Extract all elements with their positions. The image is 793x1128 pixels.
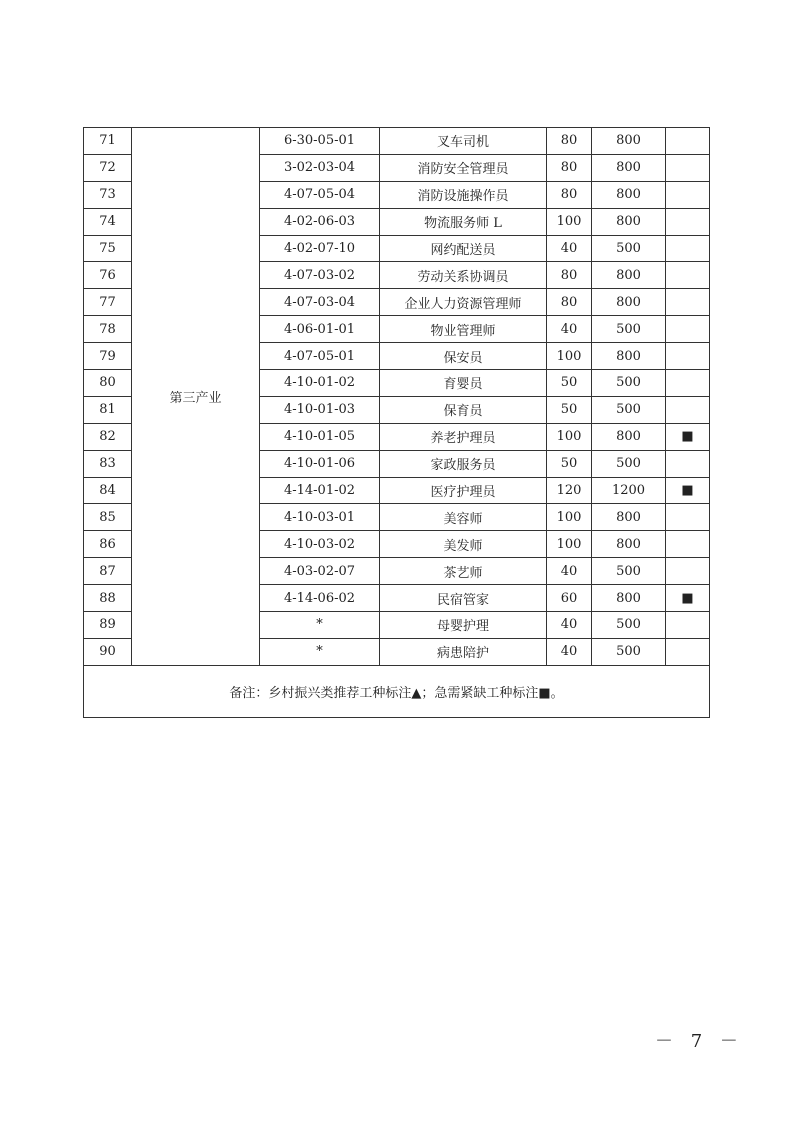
occupation-code: 4-07-05-01	[260, 343, 380, 370]
occupation-name: 病患陪护	[380, 638, 547, 665]
row-number: 71	[84, 128, 132, 155]
note-row	[84, 665, 710, 717]
training-hours: 80	[547, 289, 592, 316]
row-number: 81	[84, 396, 132, 423]
training-hours: 100	[547, 343, 592, 370]
occupation-code: 4-14-06-02	[260, 585, 380, 612]
row-number: 75	[84, 235, 132, 262]
training-hours: 40	[547, 558, 592, 585]
subsidy-amount: 800	[592, 128, 666, 155]
training-hours: 100	[547, 504, 592, 531]
row-number: 77	[84, 289, 132, 316]
training-hours: 60	[547, 585, 592, 612]
subsidy-amount: 500	[592, 370, 666, 397]
subsidy-amount: 500	[592, 612, 666, 639]
training-hours: 80	[547, 154, 592, 181]
training-hours: 40	[547, 316, 592, 343]
shortage-mark	[666, 343, 710, 370]
occupation-name: 消防设施操作员	[380, 181, 547, 208]
occupation-table	[83, 127, 710, 718]
subsidy-amount: 500	[592, 558, 666, 585]
training-hours: 40	[547, 612, 592, 639]
occupation-code: 4-10-03-02	[260, 531, 380, 558]
occupation-name: 保安员	[380, 343, 547, 370]
shortage-mark	[666, 181, 710, 208]
occupation-name: 物业管理师	[380, 316, 547, 343]
occupation-code: 3-02-03-04	[260, 154, 380, 181]
row-number: 89	[84, 612, 132, 639]
occupation-name: 网约配送员	[380, 235, 547, 262]
subsidy-amount: 800	[592, 154, 666, 181]
training-hours: 120	[547, 477, 592, 504]
occupation-name: 茶艺师	[380, 558, 547, 585]
table-row	[84, 128, 710, 155]
row-number: 88	[84, 585, 132, 612]
training-hours: 80	[547, 128, 592, 155]
shortage-mark	[666, 316, 710, 343]
subsidy-amount: 800	[592, 504, 666, 531]
subsidy-amount: 500	[592, 235, 666, 262]
row-number: 80	[84, 370, 132, 397]
occupation-code: 4-07-03-02	[260, 262, 380, 289]
row-number: 87	[84, 558, 132, 585]
shortage-mark	[666, 396, 710, 423]
shortage-mark	[666, 504, 710, 531]
training-hours: 40	[547, 638, 592, 665]
occupation-name: 消防安全管理员	[380, 154, 547, 181]
subsidy-amount: 800	[592, 208, 666, 235]
subsidy-amount: 800	[592, 423, 666, 450]
shortage-mark	[666, 370, 710, 397]
note-text: 备注：乡村振兴类推荐工种标注▲；急需紧缺工种标注■。	[84, 665, 710, 717]
training-hours: 80	[547, 181, 592, 208]
occupation-name: 民宿管家	[380, 585, 547, 612]
training-hours: 50	[547, 450, 592, 477]
subsidy-amount: 800	[592, 262, 666, 289]
training-hours: 100	[547, 423, 592, 450]
subsidy-amount: 800	[592, 181, 666, 208]
occupation-code: 4-10-03-01	[260, 504, 380, 531]
shortage-mark	[666, 558, 710, 585]
occupation-code: 4-14-01-02	[260, 477, 380, 504]
row-number: 84	[84, 477, 132, 504]
occupation-name: 企业人力资源管理师	[380, 289, 547, 316]
row-number: 85	[84, 504, 132, 531]
occupation-name: 物流服务师 L	[380, 208, 547, 235]
occupation-code: 4-10-01-05	[260, 423, 380, 450]
row-number: 74	[84, 208, 132, 235]
shortage-mark	[666, 638, 710, 665]
shortage-mark	[666, 235, 710, 262]
occupation-name: 保育员	[380, 396, 547, 423]
occupation-code: 4-07-05-04	[260, 181, 380, 208]
shortage-mark	[666, 531, 710, 558]
subsidy-amount: 500	[592, 316, 666, 343]
shortage-mark: ■	[666, 585, 710, 612]
training-hours: 40	[547, 235, 592, 262]
occupation-code: *	[260, 612, 380, 639]
occupation-code: 4-10-01-02	[260, 370, 380, 397]
subsidy-amount: 500	[592, 396, 666, 423]
occupation-name: 母婴护理	[380, 612, 547, 639]
occupation-name: 育婴员	[380, 370, 547, 397]
occupation-name: 医疗护理员	[380, 477, 547, 504]
shortage-mark	[666, 262, 710, 289]
subsidy-amount: 800	[592, 531, 666, 558]
occupation-name: 美发师	[380, 531, 547, 558]
page-number: － 7 －	[655, 1031, 744, 1052]
subsidy-amount: 800	[592, 289, 666, 316]
row-number: 72	[84, 154, 132, 181]
occupation-name: 劳动关系协调员	[380, 262, 547, 289]
subsidy-amount: 800	[592, 343, 666, 370]
category-cell: 第三产业	[132, 128, 260, 666]
row-number: 90	[84, 638, 132, 665]
row-number: 86	[84, 531, 132, 558]
row-number: 76	[84, 262, 132, 289]
training-hours: 100	[547, 531, 592, 558]
occupation-name: 叉车司机	[380, 128, 547, 155]
shortage-mark: ■	[666, 423, 710, 450]
occupation-code: *	[260, 638, 380, 665]
occupation-name: 家政服务员	[380, 450, 547, 477]
shortage-mark	[666, 612, 710, 639]
row-number: 73	[84, 181, 132, 208]
occupation-code: 4-06-01-01	[260, 316, 380, 343]
training-hours: 50	[547, 396, 592, 423]
shortage-mark	[666, 128, 710, 155]
table-body	[84, 128, 710, 666]
occupation-code: 4-02-07-10	[260, 235, 380, 262]
occupation-code: 4-10-01-06	[260, 450, 380, 477]
occupation-code: 4-03-02-07	[260, 558, 380, 585]
shortage-mark	[666, 450, 710, 477]
occupation-code: 4-02-06-03	[260, 208, 380, 235]
occupation-name: 养老护理员	[380, 423, 547, 450]
shortage-mark: ■	[666, 477, 710, 504]
shortage-mark	[666, 154, 710, 181]
subsidy-amount: 500	[592, 450, 666, 477]
row-number: 83	[84, 450, 132, 477]
row-number: 79	[84, 343, 132, 370]
occupation-code: 4-10-01-03	[260, 396, 380, 423]
shortage-mark	[666, 289, 710, 316]
row-number: 82	[84, 423, 132, 450]
subsidy-amount: 1200	[592, 477, 666, 504]
shortage-mark	[666, 208, 710, 235]
subsidy-amount: 800	[592, 585, 666, 612]
occupation-code: 4-07-03-04	[260, 289, 380, 316]
subsidy-amount: 500	[592, 638, 666, 665]
row-number: 78	[84, 316, 132, 343]
training-hours: 80	[547, 262, 592, 289]
training-hours: 100	[547, 208, 592, 235]
occupation-code: 6-30-05-01	[260, 128, 380, 155]
training-hours: 50	[547, 370, 592, 397]
occupation-name: 美容师	[380, 504, 547, 531]
